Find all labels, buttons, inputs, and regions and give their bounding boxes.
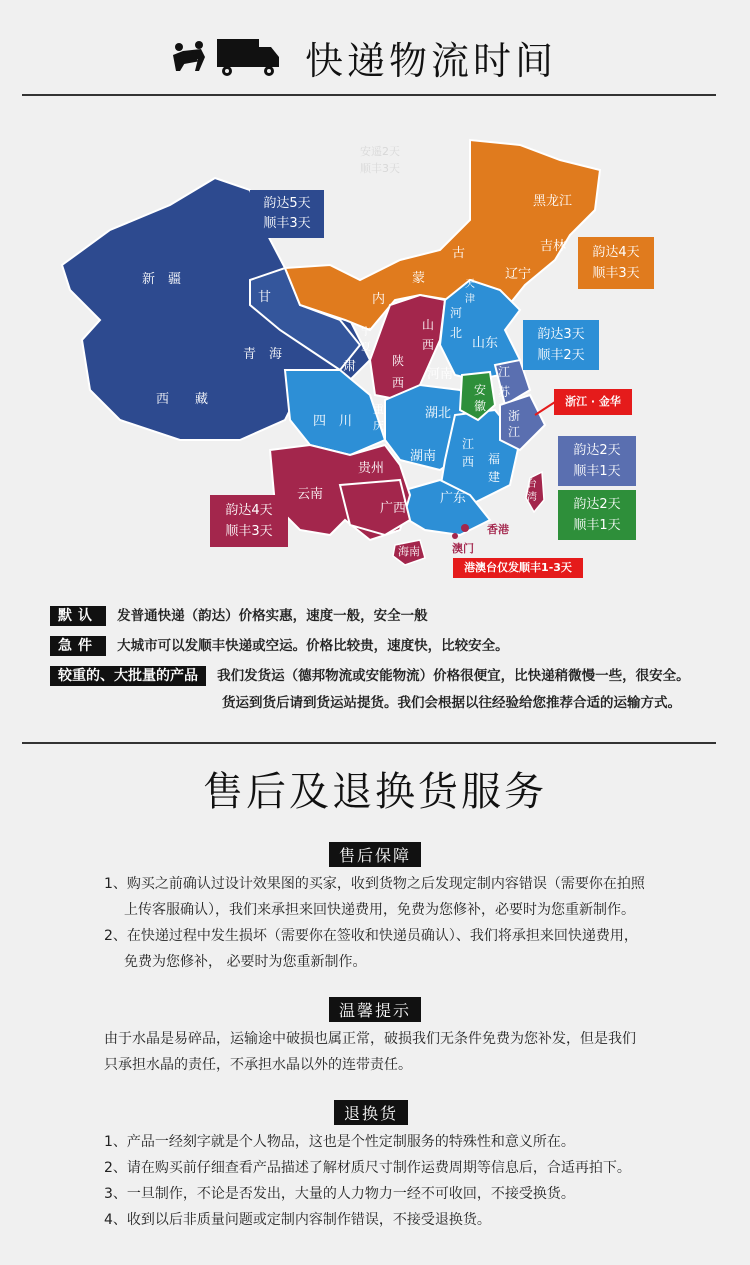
note-heavy: [50, 664, 690, 685]
callout-hkmt: 港澳台仅发顺丰1-3天: [453, 558, 583, 578]
service-title: 售后及退换货服务: [203, 769, 547, 815]
label-hainan: 海南: [398, 545, 420, 558]
label-shandong: 山东: [472, 336, 499, 351]
returns-line-4: 4、收到以后非质量问题或定制内容制作错误，不接受退换货。: [104, 1212, 491, 1228]
section-tag-tips: 温馨提示: [329, 997, 421, 1022]
label-guangdong: 广东: [440, 491, 467, 506]
label-macao: 澳门: [452, 542, 474, 555]
guarantee-line-1: 1、购买之前确认过设计效果图的买家，收到货物之后发现定制内容错误（需要你在拍照: [104, 876, 645, 892]
tips-line-1: 由于水晶是易碎品，运输途中破损也属正常，破损我们无条件免费为您补发，但是我们: [104, 1031, 636, 1047]
guarantee-line-2: 上传客服确认），我们来承担来回快递费用，免费为您修补，必要时为您重新制作。: [124, 902, 635, 918]
guarantee-line-4: 免费为您修补， 必要时为您重新制作。: [124, 954, 367, 970]
label-anhui: 安徽: [474, 383, 487, 413]
label-hunan: 湖南: [410, 449, 437, 464]
label-yunnan: 云南: [297, 487, 324, 502]
note-urgent-text: 大城市可以发顺丰快递或空运。价格比较贵，速度快，比较安全。: [117, 638, 509, 654]
callout-northeast: [578, 237, 654, 289]
returns-line-3: 3、一旦制作，不论是否发出，大量的人力物力一经不可收回，不接受换货。: [104, 1186, 575, 1202]
label-hebei: 河北: [450, 306, 463, 340]
returns-line-1: 1、产品一经刻字就是个人物品，这也是个性定制服务的特殊性和意义所在。: [104, 1134, 575, 1150]
label-tianjin: 天津: [465, 279, 475, 305]
label-xizang: 西 藏: [156, 392, 209, 407]
note-urgent: [50, 634, 509, 655]
label-hubei: 湖北: [425, 406, 452, 421]
callout-east2: [558, 490, 636, 540]
label-qinghai: 青 海: [243, 347, 283, 362]
label-jilin: 吉林: [540, 239, 567, 254]
label-taiwan: 台湾: [527, 479, 537, 503]
label-faint1: 安遥2天: [360, 145, 400, 158]
label-shanxi: 山西: [422, 318, 435, 352]
label-hongkong: 香港: [487, 523, 509, 536]
delivery-truck-icon: [165, 35, 285, 80]
label-neimenggu3: 古: [452, 246, 466, 261]
label-zhejiang: 浙江: [508, 409, 521, 439]
callout-northeast-line1: 韵达4天: [592, 245, 640, 260]
label-shaanxi: 陕西: [392, 354, 405, 390]
callout-jinhua: 浙江 · 金华: [554, 389, 632, 415]
callout-northeast-line2: 顺丰3天: [592, 266, 640, 281]
callout-east1-line2: 顺丰1天: [573, 464, 621, 479]
note-heavy-text: 我们发货运（德邦物流或安能物流）价格很便宜，比快递稍微慢一些，很安全。: [217, 668, 690, 684]
label-guizhou: 贵州: [358, 461, 385, 476]
label-fujian: 福建: [488, 452, 501, 484]
returns-line-2: 2、请在购买前仔细查看产品描述了解材质尺寸制作运费周期等信息后，合适再拍下。: [104, 1160, 631, 1176]
label-gansu2: 肃: [343, 359, 357, 374]
callout-north-central: [523, 320, 599, 370]
label-faint2: 顺丰3天: [360, 162, 400, 175]
label-liaoning: 辽宁: [505, 267, 532, 282]
divider: [22, 742, 716, 744]
section-tag-returns: 退换货: [334, 1100, 408, 1125]
note-default-tag: 默认: [50, 606, 106, 626]
label-gansu: 甘: [258, 290, 272, 305]
label-neimenggu2: 蒙: [412, 271, 426, 286]
shipping-title: 快递物流时间: [305, 39, 558, 83]
note-heavy-tag: 较重的、大批量的产品: [50, 666, 206, 686]
note-urgent-tag: 急件: [50, 636, 106, 656]
region-zhejiang: [500, 395, 545, 450]
callout-north-central-line1: 韵达3天: [537, 327, 585, 342]
label-sichuan: 四 川: [313, 414, 353, 429]
section-tag-guarantee: 售后保障: [329, 842, 421, 867]
callout-southwest-line2: 顺丰3天: [225, 524, 273, 539]
divider: [22, 94, 716, 96]
guarantee-line-3: 2、在快递过程中发生损坏（需要你在签收和快递员确认）、我们将承担来回快递费用，: [104, 928, 638, 944]
callout-east1: [558, 436, 636, 486]
china-map: [0, 110, 750, 590]
label-henan: 河南: [427, 367, 454, 382]
tips-line-2: 只承担水晶的责任，不承担水晶以外的连带责任。: [104, 1057, 412, 1073]
callout-west: [250, 190, 324, 238]
label-ningxia: 宁夏: [361, 327, 371, 353]
callout-west-line2: 顺丰3天: [263, 216, 311, 231]
callout-southwest-line1: 韵达4天: [225, 503, 273, 518]
callout-west-line1: 韵达5天: [263, 196, 311, 211]
label-xinjiang: 新 疆: [142, 272, 182, 287]
callout-east2-line1: 韵达2天: [573, 497, 621, 512]
callout-north-central-line2: 顺丰2天: [537, 348, 585, 363]
label-neimenggu1: 内: [372, 292, 386, 307]
note-heavy-text2: 货运到货后请到货运站提货。我们会根据以往经验给您推荐合适的运输方式。: [222, 695, 681, 711]
label-chongqing: 重庆: [373, 403, 384, 432]
label-jiangxi: 江西: [462, 437, 475, 469]
note-default: [50, 604, 428, 625]
label-guangxi: 广西: [380, 501, 407, 516]
note-default-text: 发普通快递（韵达）价格实惠，速度一般，安全一般: [117, 608, 428, 624]
label-jiangsu: 江苏: [498, 365, 511, 399]
label-heilongjiang: 黑龙江: [533, 194, 573, 209]
callout-southwest: [210, 495, 288, 547]
callout-east2-line2: 顺丰1天: [573, 518, 621, 533]
callout-east1-line1: 韵达2天: [573, 443, 621, 458]
